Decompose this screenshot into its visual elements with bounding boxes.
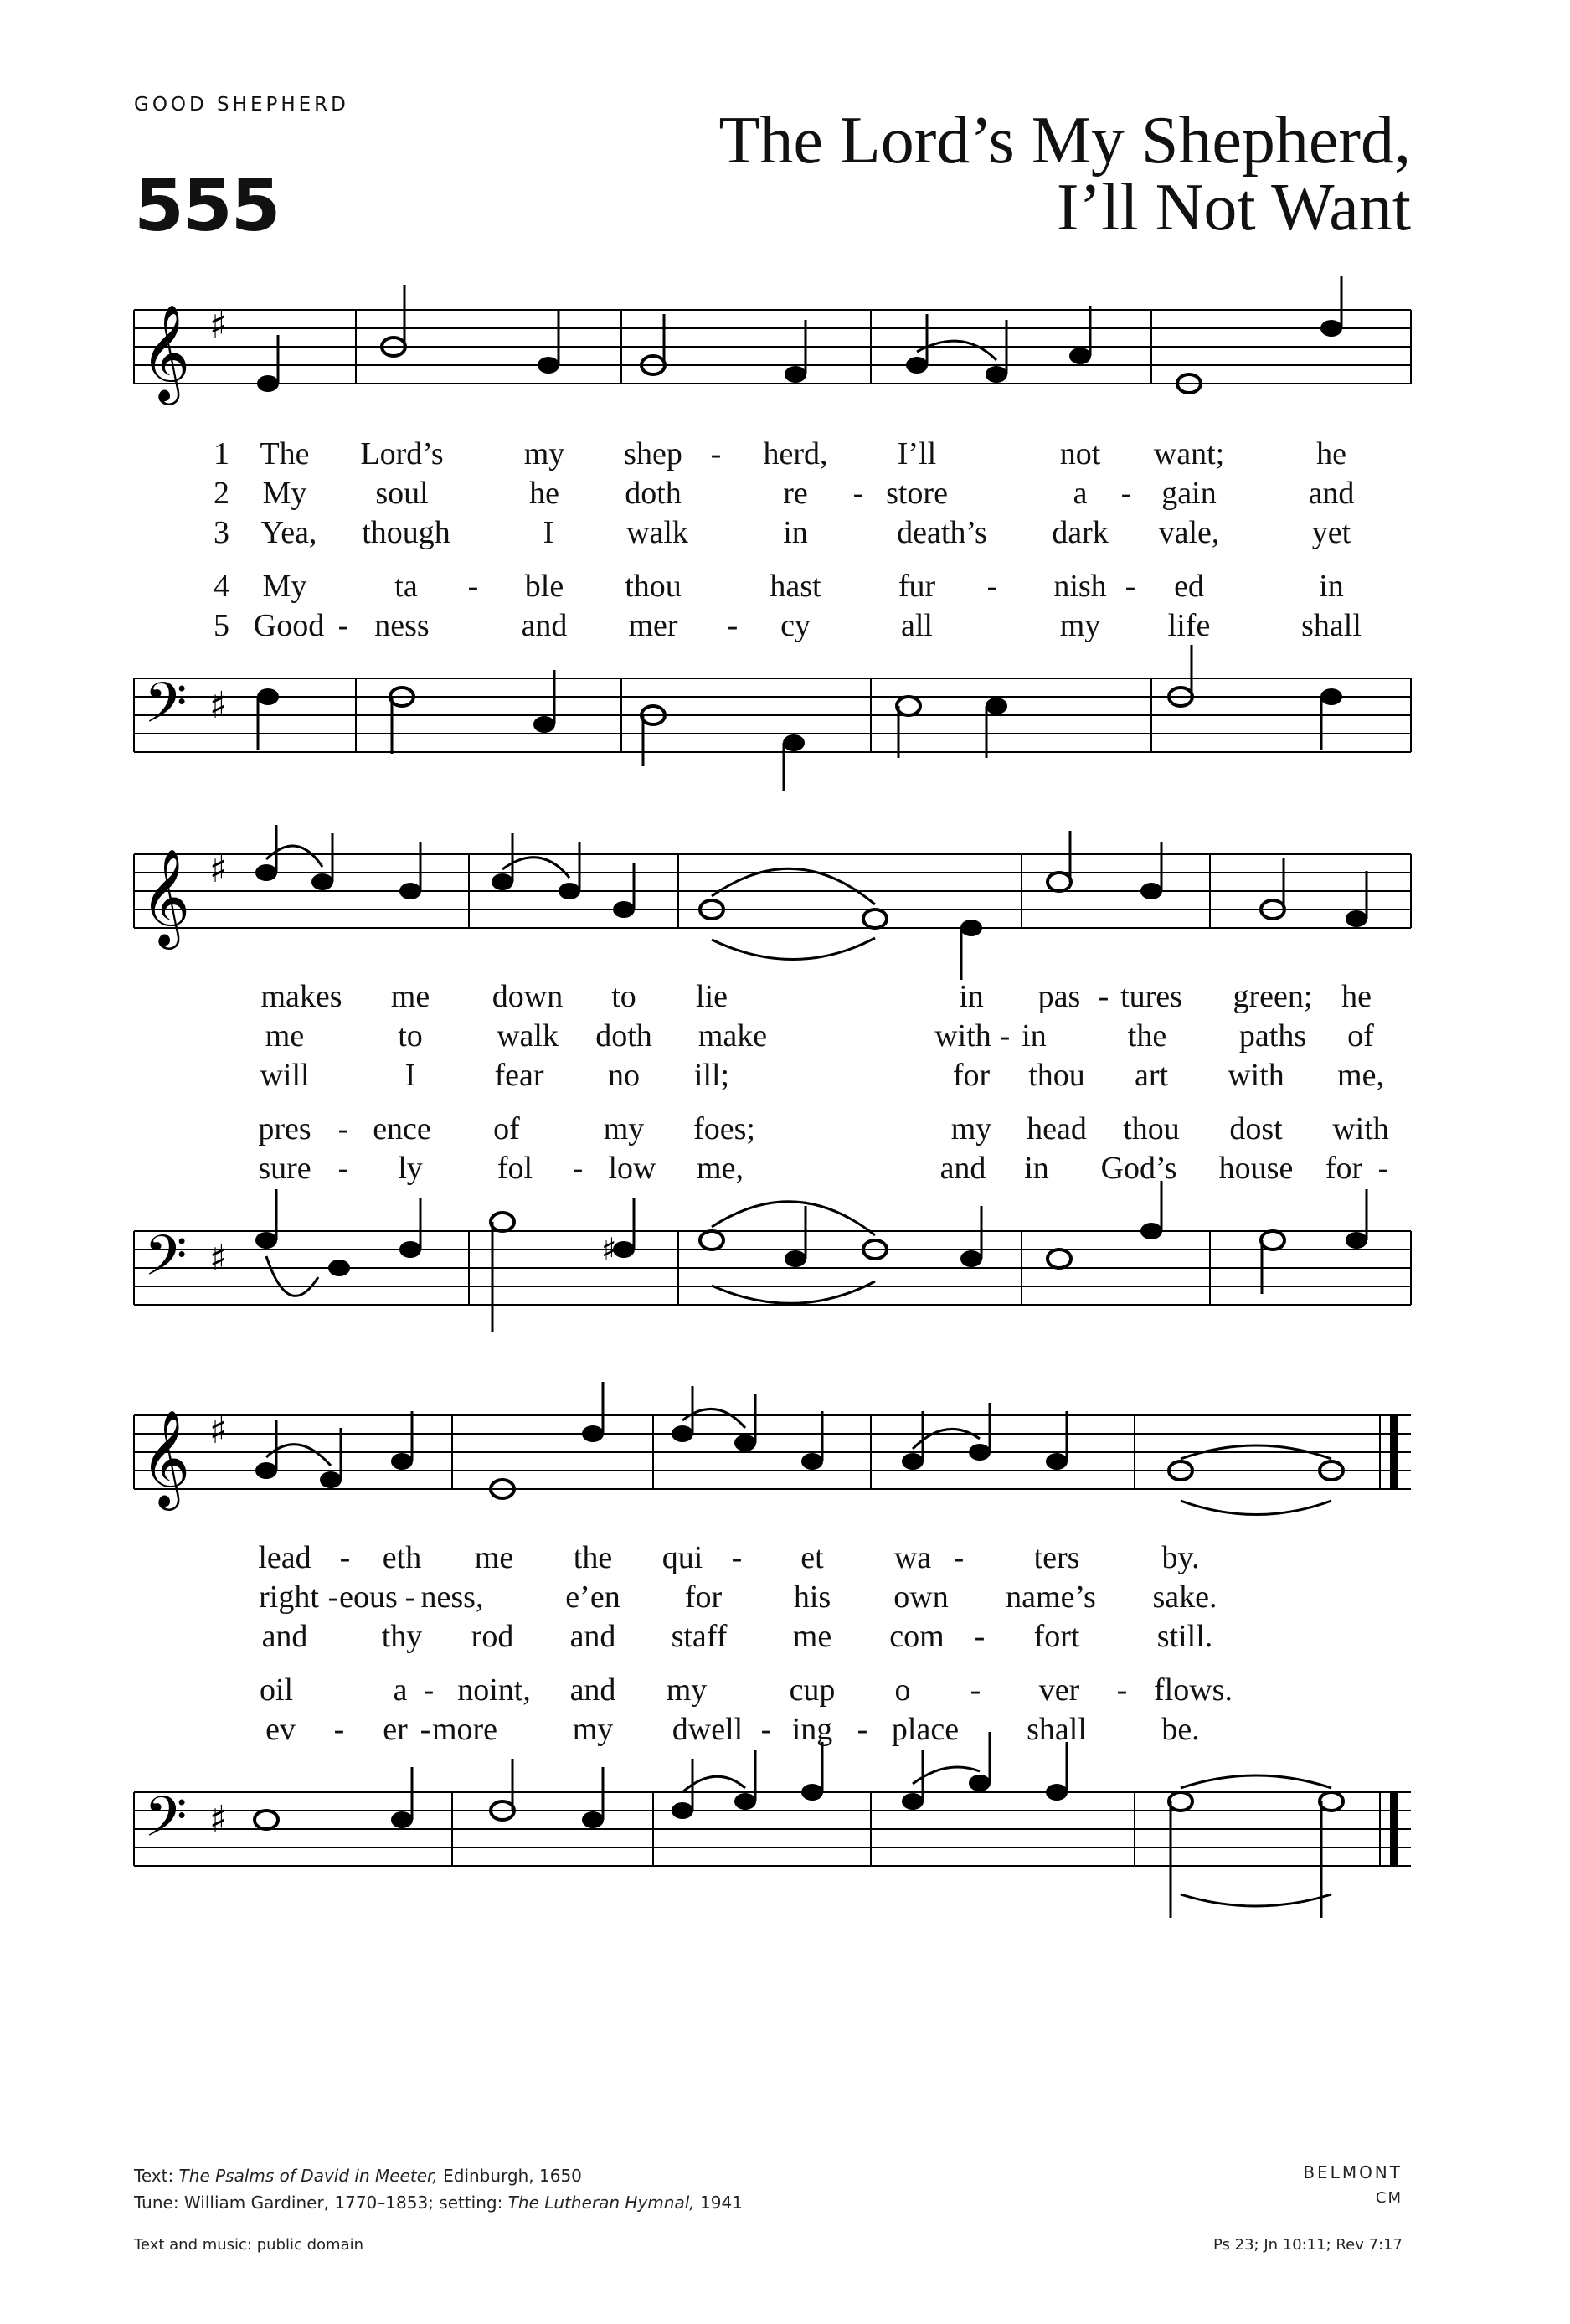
svg-text:♯: ♯ bbox=[601, 1231, 617, 1268]
lyric-syllable: pas bbox=[1037, 979, 1081, 1014]
lyric-hyphen: - bbox=[327, 1579, 339, 1615]
lyric-syllable: oil bbox=[259, 1672, 294, 1708]
lyric-syllable: and bbox=[1308, 476, 1355, 511]
lyric-syllable: Lord’s bbox=[360, 436, 444, 471]
lyric-syllable: fear bbox=[494, 1058, 544, 1093]
lyric-hyphen: - bbox=[1377, 1151, 1389, 1186]
lyric-hyphen: - bbox=[337, 1111, 349, 1147]
lyric-hyphen: - bbox=[727, 608, 739, 643]
lyric-syllable: doth bbox=[595, 1018, 652, 1054]
lyric-syllable: e’en bbox=[565, 1579, 620, 1615]
lyric-syllable: house bbox=[1218, 1151, 1294, 1186]
svg-text:𝄞: 𝄞 bbox=[141, 303, 191, 401]
lyric-syllable: for bbox=[1325, 1151, 1363, 1186]
lyric-syllable: with bbox=[934, 1018, 991, 1054]
lyric-syllable: low bbox=[608, 1151, 656, 1186]
topic-heading: GOOD SHEPHERD bbox=[134, 94, 349, 116]
lyric-hyphen: - bbox=[760, 1712, 772, 1747]
lyric-hyphen: - bbox=[420, 1712, 431, 1747]
lyric-syllable: o bbox=[894, 1672, 911, 1708]
lyric-syllable: down bbox=[492, 979, 564, 1014]
lyric-syllable: rod bbox=[471, 1619, 514, 1654]
lyric-syllable: own bbox=[893, 1579, 949, 1615]
tune-credit-source: The Lutheran Hymnal, bbox=[507, 2193, 695, 2213]
lyric-hyphen: - bbox=[337, 608, 349, 643]
lyric-verse-3-line-3 bbox=[0, 1618, 1570, 1652]
lyric-syllable: will bbox=[260, 1058, 310, 1093]
text-credit-label: Text: bbox=[134, 2166, 174, 2186]
lyric-syllable: my bbox=[666, 1672, 708, 1708]
lyric-hyphen: - bbox=[572, 1151, 584, 1186]
lyric-syllable: I bbox=[404, 1058, 416, 1093]
lyric-syllable: dost bbox=[1229, 1111, 1283, 1147]
lyric-syllable: et bbox=[800, 1540, 824, 1575]
lyric-syllable: me bbox=[474, 1540, 514, 1575]
lyric-syllable: paths bbox=[1238, 1018, 1307, 1054]
tune-credit-label: Tune: William Gardiner, 1770–1853; setting: bbox=[134, 2193, 503, 2213]
svg-text:♯: ♯ bbox=[209, 1237, 228, 1280]
verse-number: 3 bbox=[214, 515, 229, 550]
hymn-number: 555 bbox=[134, 164, 280, 248]
lyric-syllable: make bbox=[697, 1018, 768, 1054]
verse-number: 5 bbox=[214, 608, 229, 643]
lyric-hyphen: - bbox=[423, 1672, 435, 1708]
scripture-references: Ps 23; Jn 10:11; Rev 7:17 bbox=[1213, 2236, 1403, 2254]
lyric-syllable: and bbox=[569, 1619, 616, 1654]
svg-text:♯: ♯ bbox=[209, 848, 228, 891]
lyric-syllable: my bbox=[523, 436, 565, 471]
lyric-syllable: all bbox=[901, 608, 933, 643]
lyric-syllable: his bbox=[793, 1579, 831, 1615]
lyric-syllable: soul bbox=[375, 476, 429, 511]
lyric-hyphen: - bbox=[339, 1540, 351, 1575]
lyric-syllable: staff bbox=[671, 1619, 728, 1654]
lyric-syllable: makes bbox=[260, 979, 342, 1014]
lyric-syllable: my bbox=[950, 1111, 992, 1147]
lyric-syllable: The bbox=[260, 436, 310, 471]
lyric-verse-5-line-3 bbox=[0, 1711, 1570, 1747]
svg-text:𝄢: 𝄢 bbox=[144, 671, 188, 749]
lyric-syllable: hast bbox=[770, 569, 821, 604]
lyric-syllable: My bbox=[262, 476, 307, 511]
lyric-syllable: I’ll bbox=[897, 436, 937, 471]
lyric-syllable: sure bbox=[258, 1151, 311, 1186]
tune-credit bbox=[134, 2189, 743, 2216]
lyric-hyphen: - bbox=[1120, 476, 1132, 511]
lyric-hyphen: - bbox=[986, 569, 998, 604]
lyric-syllable: right bbox=[259, 1579, 319, 1615]
lyric-syllable: God’s bbox=[1100, 1151, 1177, 1186]
lyric-syllable: green; bbox=[1233, 979, 1313, 1014]
lyric-syllable: the bbox=[573, 1540, 613, 1575]
lyric-syllable: by. bbox=[1161, 1540, 1200, 1575]
lyric-syllable: ters bbox=[1033, 1540, 1080, 1575]
lyric-hyphen: - bbox=[333, 1712, 345, 1747]
lyric-hyphen: - bbox=[852, 476, 864, 511]
lyric-syllable: ness bbox=[374, 608, 430, 643]
lyric-syllable: Yea, bbox=[260, 515, 317, 550]
lyric-syllable: fur bbox=[898, 569, 936, 604]
lyric-hyphen: - bbox=[731, 1540, 743, 1575]
lyric-syllable: thy bbox=[381, 1619, 423, 1654]
lyric-syllable: Good bbox=[253, 608, 325, 643]
meter: CM bbox=[1375, 2189, 1403, 2207]
lyric-syllable: life bbox=[1167, 608, 1211, 643]
lyric-syllable: re bbox=[783, 476, 808, 511]
lyric-syllable: shall bbox=[1301, 608, 1362, 643]
svg-text:𝄢: 𝄢 bbox=[144, 1224, 188, 1301]
lyric-verse-2-line-3 bbox=[0, 1579, 1570, 1615]
lyric-syllable: shall bbox=[1027, 1712, 1087, 1747]
lyric-hyphen: - bbox=[1098, 979, 1109, 1014]
lyric-syllable: in bbox=[1024, 1151, 1049, 1186]
title-line-2: I’ll Not Want bbox=[1056, 171, 1411, 245]
lyric-syllable: er bbox=[383, 1712, 408, 1747]
lyric-syllable: eth bbox=[382, 1540, 422, 1575]
lyric-syllable: art bbox=[1134, 1058, 1169, 1093]
lyric-syllable: though bbox=[362, 515, 450, 550]
text-credit-source: The Psalms of David in Meeter, bbox=[178, 2166, 438, 2186]
lyric-syllable: herd, bbox=[763, 436, 828, 471]
lyric-syllable: of bbox=[1347, 1018, 1374, 1054]
lyric-syllable: death’s bbox=[897, 515, 987, 550]
lyric-syllable: ver bbox=[1038, 1672, 1080, 1708]
verse-number: 2 bbox=[214, 476, 229, 511]
lyric-syllable: cy bbox=[780, 608, 811, 643]
lyric-syllable: ta bbox=[394, 569, 418, 604]
lyric-syllable: my bbox=[603, 1111, 645, 1147]
lyric-syllable: me, bbox=[1337, 1058, 1384, 1093]
lyric-syllable: to bbox=[398, 1018, 423, 1054]
lyric-syllable: pres bbox=[258, 1111, 311, 1147]
lyric-syllable: tures bbox=[1120, 979, 1182, 1014]
lyric-syllable: eous bbox=[339, 1579, 398, 1615]
lyric-syllable: walk bbox=[497, 1018, 559, 1054]
lyric-syllable: for bbox=[952, 1058, 991, 1093]
lyric-syllable: foes; bbox=[693, 1111, 755, 1147]
lyric-hyphen: - bbox=[337, 1151, 349, 1186]
lyric-syllable: My bbox=[262, 569, 307, 604]
lyric-syllable: thou bbox=[1123, 1111, 1180, 1147]
lyric-syllable: and bbox=[569, 1672, 616, 1708]
lyric-syllable: to bbox=[611, 979, 636, 1014]
lyric-syllable: flows. bbox=[1154, 1672, 1233, 1708]
lyric-syllable: ness, bbox=[420, 1579, 484, 1615]
lyric-syllable: of bbox=[493, 1111, 520, 1147]
lyric-syllable: a bbox=[393, 1672, 408, 1708]
verse-number: 4 bbox=[214, 569, 229, 604]
lyric-syllable: cup bbox=[789, 1672, 836, 1708]
lyric-syllable: in bbox=[783, 515, 808, 550]
lyric-syllable: the bbox=[1127, 1018, 1167, 1054]
lyric-syllable: head bbox=[1027, 1111, 1087, 1147]
lyric-syllable: he bbox=[1341, 979, 1372, 1014]
svg-text:♯: ♯ bbox=[209, 304, 228, 347]
lyric-syllable: me bbox=[390, 979, 430, 1014]
lyric-syllable: ble bbox=[524, 569, 564, 604]
lyric-syllable: I bbox=[543, 515, 554, 550]
lyric-hyphen: - bbox=[857, 1712, 868, 1747]
lyric-syllable: noint, bbox=[457, 1672, 531, 1708]
lyric-syllable: wa bbox=[893, 1540, 932, 1575]
lyric-hyphen: - bbox=[974, 1619, 986, 1654]
text-credit-rest: Edinburgh, 1650 bbox=[443, 2166, 582, 2186]
tune-name: BELMONT bbox=[1303, 2162, 1403, 2182]
lyric-syllable: ill; bbox=[693, 1058, 730, 1093]
lyric-hyphen: - bbox=[710, 436, 722, 471]
lyric-syllable: thou bbox=[1028, 1058, 1085, 1093]
lyric-verse-1-line-3 bbox=[0, 1539, 1570, 1573]
lyric-syllable: me bbox=[792, 1619, 832, 1654]
lyric-syllable: store bbox=[886, 476, 948, 511]
lyric-syllable: ev bbox=[265, 1712, 296, 1747]
lyric-syllable: be. bbox=[1161, 1712, 1200, 1747]
lyric-syllable: gain bbox=[1161, 476, 1217, 511]
lyric-syllable: fort bbox=[1033, 1619, 1080, 1654]
lyric-syllable: for bbox=[684, 1579, 723, 1615]
lyric-hyphen: - bbox=[404, 1579, 416, 1615]
lyric-syllable: lie bbox=[696, 979, 728, 1014]
lyric-syllable: he bbox=[529, 476, 559, 511]
lyric-syllable: my bbox=[1059, 608, 1101, 643]
lyric-syllable: with bbox=[1332, 1111, 1389, 1147]
lyric-syllable: mer bbox=[628, 608, 678, 643]
lyric-syllable: in bbox=[1022, 1018, 1047, 1054]
lyric-syllable: and bbox=[521, 608, 568, 643]
verse-number: 1 bbox=[214, 436, 229, 471]
lyric-syllable: no bbox=[608, 1058, 640, 1093]
lyric-syllable: in bbox=[959, 979, 984, 1014]
lyric-syllable: want; bbox=[1153, 436, 1225, 471]
svg-text:♯: ♯ bbox=[209, 684, 228, 727]
tune-credit-year: 1941 bbox=[700, 2193, 743, 2213]
lyric-syllable: my bbox=[572, 1712, 614, 1747]
svg-text:𝄞: 𝄞 bbox=[141, 1409, 191, 1507]
lyric-syllable: he bbox=[1316, 436, 1346, 471]
lyric-hyphen: - bbox=[467, 569, 479, 604]
svg-text:♯: ♯ bbox=[209, 1798, 228, 1841]
lyric-syllable: and bbox=[261, 1619, 308, 1654]
lyric-hyphen: - bbox=[953, 1540, 965, 1575]
lyric-syllable: me bbox=[265, 1018, 305, 1054]
lyric-syllable: ly bbox=[398, 1151, 423, 1186]
lyric-hyphen: - bbox=[999, 1018, 1011, 1054]
lyric-syllable: lead bbox=[258, 1540, 311, 1575]
svg-text:𝄢: 𝄢 bbox=[144, 1785, 188, 1863]
lyric-syllable: not bbox=[1059, 436, 1101, 471]
footer-credits bbox=[134, 2162, 743, 2216]
lyric-syllable: me, bbox=[697, 1151, 744, 1186]
lyric-syllable: and bbox=[939, 1151, 986, 1186]
lyric-syllable: fol bbox=[497, 1151, 533, 1186]
lyric-syllable: sake. bbox=[1152, 1579, 1217, 1615]
lyric-syllable: in bbox=[1319, 569, 1344, 604]
lyric-syllable: dwell bbox=[672, 1712, 744, 1747]
lyric-syllable: nish bbox=[1053, 569, 1107, 604]
lyric-syllable: qui bbox=[661, 1540, 703, 1575]
lyric-syllable: name’s bbox=[1006, 1579, 1096, 1615]
lyric-syllable: com bbox=[889, 1619, 945, 1654]
title-line-1: The Lord’s My Shepherd, bbox=[718, 104, 1411, 178]
lyric-syllable: doth bbox=[625, 476, 682, 511]
lyric-syllable: ing bbox=[791, 1712, 833, 1747]
svg-text:𝄞: 𝄞 bbox=[141, 848, 191, 946]
lyric-syllable: thou bbox=[625, 569, 682, 604]
lyric-syllable: more bbox=[431, 1712, 498, 1747]
copyright-notice: Text and music: public domain bbox=[134, 2236, 364, 2254]
lyric-syllable: shep bbox=[624, 436, 682, 471]
text-credit bbox=[134, 2162, 743, 2189]
lyric-verse-4-line-3 bbox=[0, 1672, 1570, 1708]
lyric-syllable: yet bbox=[1311, 515, 1351, 550]
lyric-hyphen: - bbox=[1116, 1672, 1128, 1708]
lyric-syllable: ed bbox=[1174, 569, 1204, 604]
lyric-syllable: a bbox=[1073, 476, 1088, 511]
lyric-syllable: vale, bbox=[1158, 515, 1220, 550]
lyric-hyphen: - bbox=[1125, 569, 1136, 604]
lyric-syllable: place bbox=[891, 1712, 960, 1747]
lyric-syllable: ence bbox=[373, 1111, 431, 1147]
lyric-syllable: with bbox=[1228, 1058, 1284, 1093]
lyric-syllable: dark bbox=[1052, 515, 1109, 550]
lyric-syllable: walk bbox=[626, 515, 688, 550]
svg-text:♯: ♯ bbox=[209, 1409, 228, 1452]
lyric-hyphen: - bbox=[970, 1672, 981, 1708]
lyric-syllable: still. bbox=[1156, 1619, 1213, 1654]
